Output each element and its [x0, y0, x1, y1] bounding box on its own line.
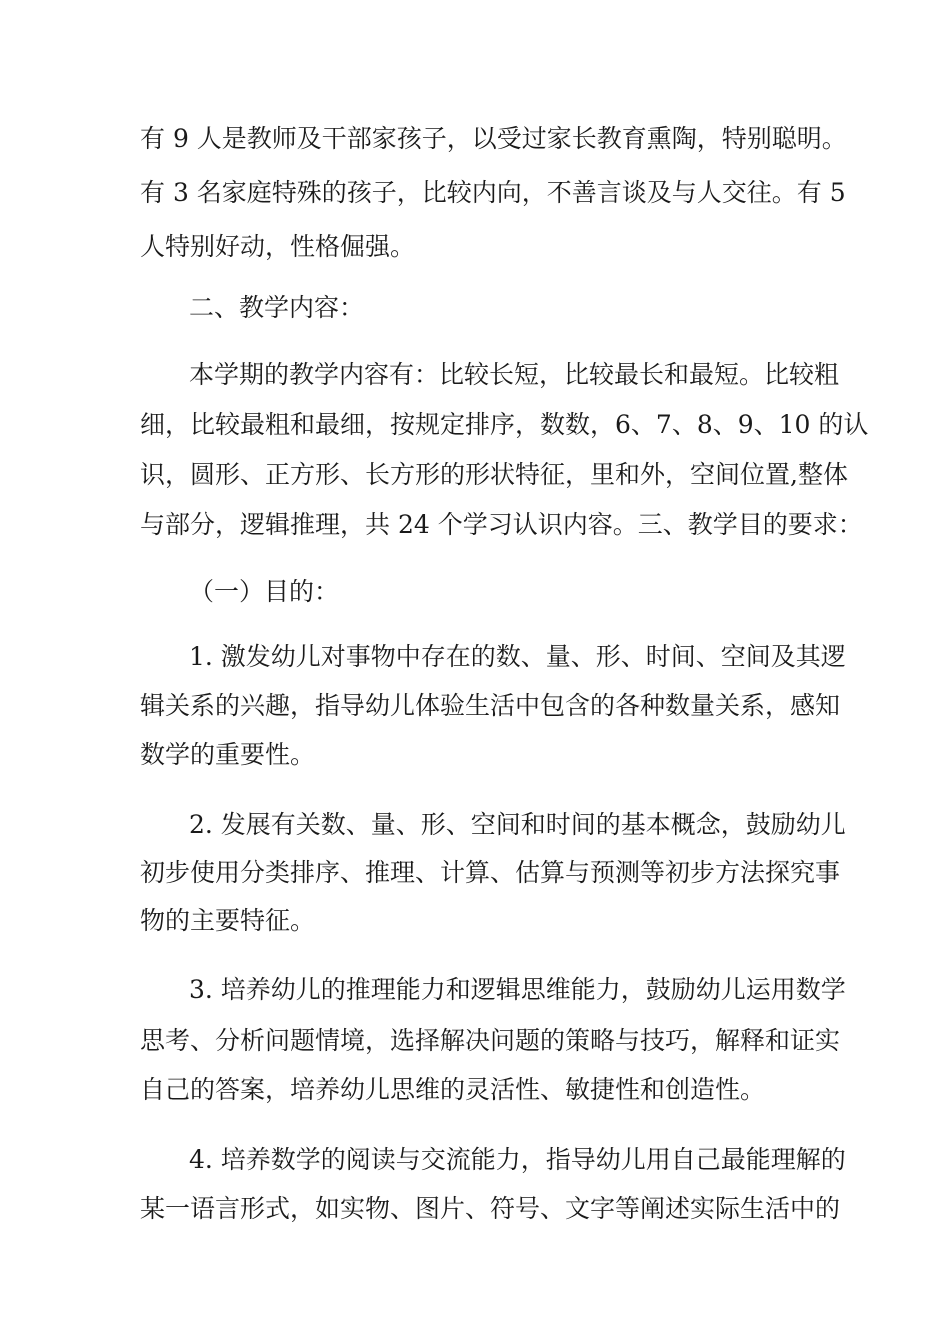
text-line: 自己的答案，培养幼儿思维的灵活性、敏捷性和创造性。 [140, 1075, 766, 1104]
text-line: 数学的重要性。 [140, 740, 316, 769]
text-line: 识，圆形、正方形、长方形的形状特征，里和外，空间位置,整体 [140, 460, 848, 489]
text-line: 思考、分析问题情境，选择解决问题的策略与技巧，解释和证实 [140, 1026, 841, 1055]
text-line: 细，比较最粗和最细，按规定排序，数数，6、7、8、9、10 的认 [140, 410, 869, 439]
text-line: 某一语言形式，如实物、图片、符号、文字等阐述实际生活中的 [140, 1194, 841, 1223]
text-line: 3. 培养幼儿的推理能力和逻辑思维能力，鼓励幼儿运用数学 [189, 975, 846, 1004]
subsection-heading: （一）目的： [189, 577, 340, 606]
text-line: 有 3 名家庭特殊的孩子，比较内向，不善言谈及与人交往。有 5 [140, 178, 846, 207]
text-line: 1. 激发幼儿对事物中存在的数、量、形、时间、空间及其逻 [189, 642, 846, 671]
text-line: 本学期的教学内容有：比较长短，比较最长和最短。比较粗 [189, 360, 840, 389]
text-line: 2. 发展有关数、量、形、空间和时间的基本概念，鼓励幼儿 [189, 810, 846, 839]
text-line: 物的主要特征。 [140, 906, 316, 935]
text-line: 有 9 人是教师及干部家孩子，以受过家长教育熏陶，特别聪明。 [140, 124, 847, 153]
text-line: 辑关系的兴趣，指导幼儿体验生活中包含的各种数量关系，感知 [140, 691, 841, 720]
text-line: 初步使用分类排序、推理、计算、估算与预测等初步方法探究事 [140, 858, 841, 887]
section-heading: 二、教学内容： [189, 293, 365, 322]
text-line: 人特别好动，性格倔强。 [140, 232, 416, 261]
text-line: 4. 培养数学的阅读与交流能力，指导幼儿用自己最能理解的 [189, 1145, 846, 1174]
text-line: 与部分，逻辑推理，共 24 个学习认识内容。三、教学目的要求： [140, 510, 863, 539]
